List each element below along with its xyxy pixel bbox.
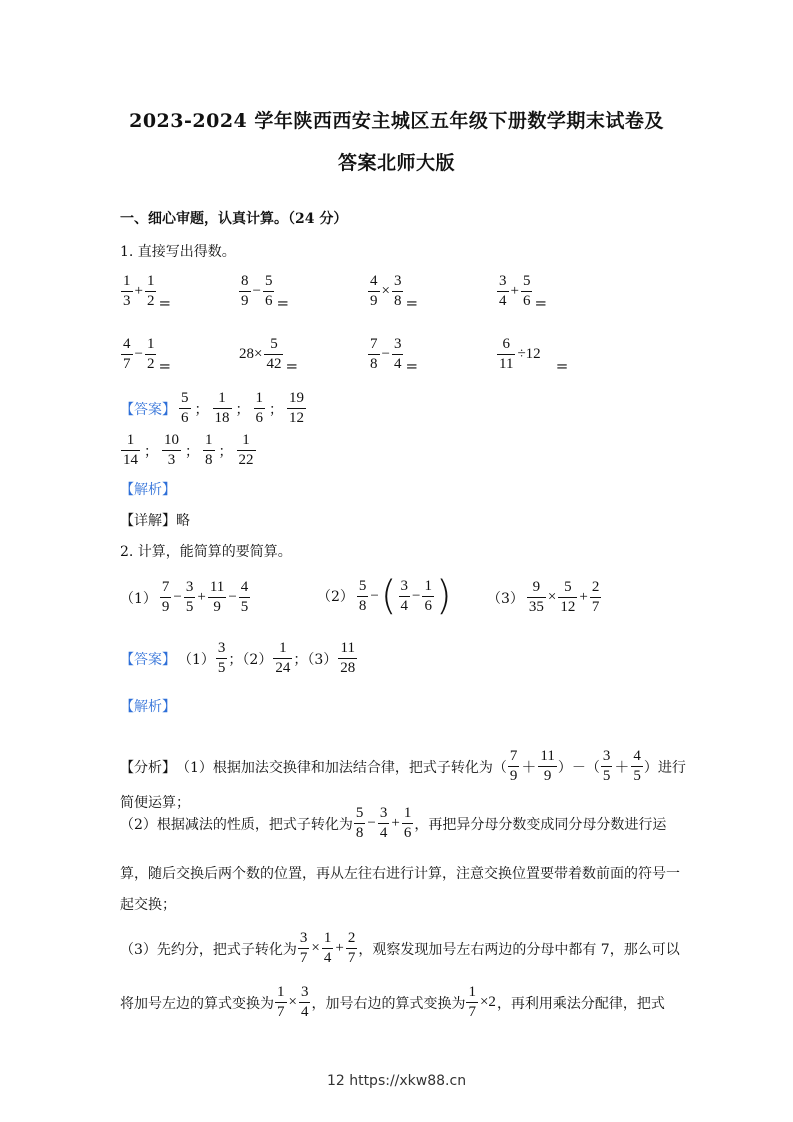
q2-problem-2: （2） $\frac{5}{8}$ −( $\frac{3}{4}$ − $\frac{1}{6}$ ) (317, 573, 452, 619)
q1-item-5: $\frac{4}{7}$ − $\frac{1}{2}$ = (123, 336, 172, 375)
q2-stem: 2. 计算，能简算的要简算。 (120, 544, 292, 560)
q1-item-8: $\frac{6}{11}$ ÷12= (499, 336, 569, 375)
q2-analysis-3-line2: 将加号左边的算式变换为 $\frac{1}{7}$ × $\frac{3}{4}$ ，加号右边的算式变换为 $\frac{1}{7}$ ×2，再利用乘法分配律，把式 (120, 984, 665, 1020)
q2-analysis-2-line3: 起交换； (120, 897, 176, 913)
fraction: $\frac{5}{6}$ (522, 273, 531, 309)
q2-analysis-label: 【解析】 (120, 699, 176, 715)
q2-problem-3: （3） $\frac{9}{35}$ × $\frac{5}{12}$ + $\frac{2}{7}$ (487, 579, 600, 615)
fraction: $\frac{5}{6}$ (264, 273, 273, 309)
q1-answers-row1: 【答案】 $\frac{5}{6}$ ； $\frac{1}{18}$ ； $\frac{1}{6}$ ； $\frac{19}{12}$ (120, 390, 304, 426)
q1-item-2: $\frac{8}{9}$ − $\frac{5}{6}$ = (241, 273, 290, 312)
fraction: $\frac{1}{2}$ (146, 336, 155, 372)
fraction: $\frac{7}{8}$ (370, 336, 378, 372)
fraction: $\frac{4}{7}$ (123, 336, 131, 372)
q1-analysis-label: 【解析】 (120, 482, 176, 498)
fraction: $\frac{3}{8}$ (393, 273, 402, 309)
fraction: $\frac{5}{42}$ (266, 336, 282, 372)
q1-item-6: 28× $\frac{5}{42}$ = (239, 336, 299, 375)
q1-item-3: $\frac{4}{9}$ × $\frac{3}{8}$ = (370, 273, 419, 312)
section1-heading: 一、细心审题，认真计算。（24 分） (120, 211, 348, 227)
doc-title-line2: 答案北师大版 (337, 152, 455, 174)
q1-stem: 1. 直接写出得数。 (120, 244, 236, 260)
fraction: $\frac{1}{2}$ (146, 273, 155, 309)
q2-analysis-2-line2: 算，随后交换后两个数的位置，再从左往右进行计算，注意交换位置要带着数前面的符号一 (120, 866, 680, 882)
q2-analysis-1: 【分析】（1）根据加法交换律和加法结合律，把式子转化为（ $\frac{7}{9}$ ＋ $\frac{11}{9}$ ）－（ $\frac{3}{5}$ ＋ $\frac{4}{5}$ ）进行 (120, 748, 686, 784)
q1-detail: 【详解】略 (120, 513, 190, 529)
fraction: $\frac{3}{4}$ (499, 273, 507, 309)
page-footer: 12 https://xkw88.cn (326, 1073, 467, 1089)
fraction: $\frac{1}{3}$ (123, 273, 131, 309)
q1-item-1: $\frac{1}{3}$ + $\frac{1}{2}$ = (123, 273, 172, 312)
doc-title-line1: 2023-2024 学年陕西西安主城区五年级下册数学期末试卷及 (129, 110, 664, 132)
fraction: $\frac{4}{9}$ (370, 273, 378, 309)
q2-problem-1: （1） $\frac{7}{9}$ − $\frac{3}{5}$ + $\frac{11}{9}$ − $\frac{4}{5}$ (120, 579, 249, 615)
q2-analysis-1-cont: 简便运算； (120, 795, 190, 811)
q2-answers: 【答案】 （1） $\frac{3}{5}$ ；（2） $\frac{1}{24}$ ；（3） $\frac{11}{28}$ (120, 640, 356, 676)
fraction: $\frac{3}{4}$ (393, 336, 402, 372)
fraction: $\frac{8}{9}$ (241, 273, 249, 309)
q2-analysis-3: （3）先约分，把式子转化为 $\frac{3}{7}$ × $\frac{1}{4}$ + $\frac{2}{7}$ ，观察发现加号左右两边的分母中都有 7，那么可以 (120, 930, 680, 966)
q2-analysis-2: （2）根据减法的性质，把式子转化为 $\frac{5}{8}$ − $\frac{3}{4}$ + $\frac{1}{6}$ ，再把异分母分数变成同分母分数进行运 (120, 805, 667, 841)
q1-item-4: $\frac{3}{4}$ + $\frac{5}{6}$ = (499, 273, 548, 312)
q1-answers-row2: $\frac{1}{14}$ ； $\frac{10}{3}$ ； $\frac{1}{8}$ ； $\frac{1}{22}$ (123, 432, 254, 468)
q1-item-7: $\frac{7}{8}$ − $\frac{3}{4}$ = (370, 336, 419, 375)
answer-label: 【答案】 (120, 401, 176, 418)
fraction: $\frac{6}{11}$ (499, 336, 514, 372)
